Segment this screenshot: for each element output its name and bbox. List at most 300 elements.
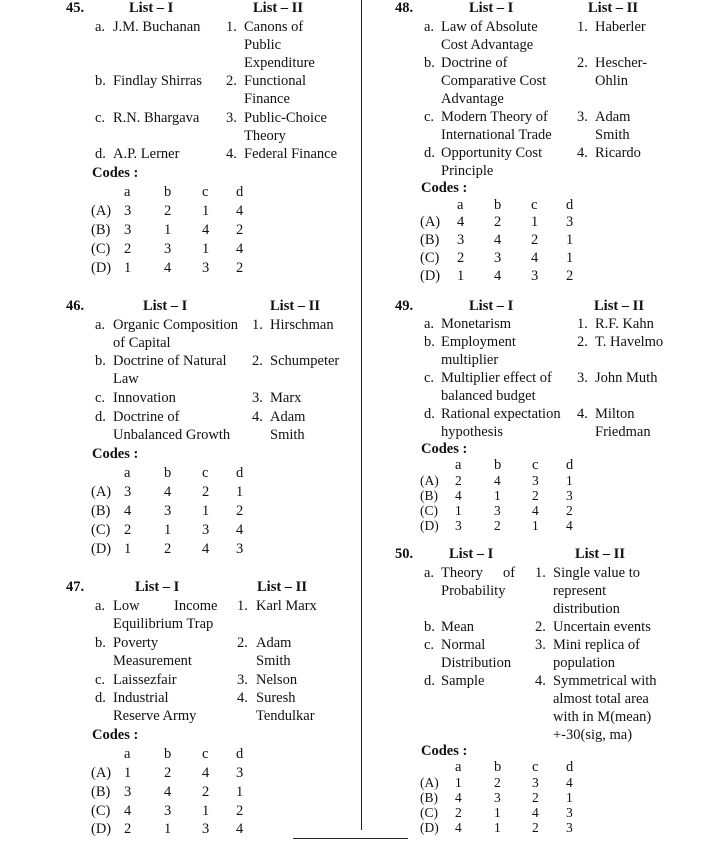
question-number: 47. bbox=[66, 579, 85, 595]
codes-label: Codes : bbox=[92, 165, 139, 181]
list-ii-item-text: Theory bbox=[244, 128, 286, 144]
option-value: 2 bbox=[164, 203, 172, 219]
option-value: 2 bbox=[566, 268, 574, 284]
option-value: 3 bbox=[202, 522, 210, 538]
option-value: 2 bbox=[236, 803, 244, 819]
option-value: 1 bbox=[566, 250, 574, 266]
option-value: 4 bbox=[202, 222, 210, 238]
list-ii-item-text: Suresh bbox=[256, 690, 296, 706]
list-ii-item-text: Milton bbox=[595, 406, 635, 422]
list-ii-item-text: Tendulkar bbox=[256, 708, 315, 724]
list-i-item-text: Normal bbox=[441, 637, 486, 653]
list-i-item-label: a. bbox=[424, 565, 435, 581]
option-value: 4 bbox=[236, 821, 244, 837]
list-i-item-label: a. bbox=[424, 19, 435, 35]
option-value: 1 bbox=[164, 522, 172, 538]
list-ii-item-text: Expenditure bbox=[244, 55, 315, 71]
option-value: 4 bbox=[566, 775, 573, 790]
option-value: 1 bbox=[124, 260, 132, 276]
option-value: 3 bbox=[202, 821, 210, 837]
list-i-item-text: Organic Composition bbox=[113, 317, 238, 333]
list-i-item-text: A.P. Lerner bbox=[113, 146, 180, 162]
option-label: (B) bbox=[420, 488, 438, 503]
list-ii-item-label: 3. bbox=[252, 390, 263, 406]
list-ii-header: List – II bbox=[257, 579, 307, 595]
list-ii-item-text: Adam bbox=[595, 109, 631, 125]
code-col-header: b bbox=[494, 759, 502, 775]
option-value: 1 bbox=[164, 222, 172, 238]
option-label: (D) bbox=[420, 820, 439, 835]
list-i-item-label: d. bbox=[95, 146, 106, 162]
list-ii-item-text: Single value to bbox=[553, 565, 640, 581]
option-value: 4 bbox=[494, 232, 502, 248]
list-ii-item-text: Adam bbox=[256, 635, 292, 651]
list-i-item-text: Income bbox=[174, 598, 218, 614]
option-value: 1 bbox=[164, 821, 172, 837]
list-ii-item-label: 4. bbox=[252, 409, 263, 425]
option-label: (C) bbox=[420, 250, 440, 266]
option-value: 1 bbox=[532, 518, 539, 533]
code-col-header: c bbox=[202, 746, 209, 762]
option-label: (D) bbox=[91, 541, 112, 557]
list-i-item-text: International Trade bbox=[441, 127, 552, 143]
list-i-item-label: b. bbox=[95, 73, 106, 89]
list-i-header: List – I bbox=[469, 298, 514, 314]
option-value: 1 bbox=[236, 484, 244, 500]
option-value: 4 bbox=[566, 518, 573, 533]
list-i-item-text: Law of Absolute bbox=[441, 19, 538, 35]
list-i-item-text: Industrial bbox=[113, 690, 169, 706]
option-value: 2 bbox=[531, 232, 539, 248]
code-col-header: b bbox=[164, 465, 172, 481]
list-ii-item-label: 1. bbox=[226, 19, 237, 35]
list-ii-item-text: John Muth bbox=[595, 370, 658, 386]
list-ii-item-text: R.F. Kahn bbox=[595, 316, 654, 332]
list-i-item-text: Comparative Cost bbox=[441, 73, 547, 89]
list-i-item-text: Low bbox=[113, 598, 140, 614]
code-col-header: a bbox=[124, 746, 131, 762]
list-ii-item-label: 4. bbox=[535, 673, 546, 689]
list-ii-item-text: Public-Choice bbox=[244, 110, 327, 126]
code-col-header: d bbox=[236, 746, 244, 762]
question-number: 48. bbox=[395, 0, 414, 16]
option-value: 2 bbox=[455, 473, 462, 488]
option-value: 3 bbox=[494, 790, 501, 805]
option-label: (D) bbox=[420, 518, 439, 533]
question-number: 45. bbox=[66, 0, 85, 16]
list-i-item-label: d. bbox=[424, 673, 435, 689]
option-value: 3 bbox=[236, 541, 244, 557]
option-value: 3 bbox=[494, 503, 501, 518]
option-value: 3 bbox=[566, 820, 573, 835]
list-ii-item-label: 3. bbox=[577, 109, 588, 125]
list-i-item-label: c. bbox=[424, 370, 435, 386]
list-ii-item-label: 1. bbox=[577, 19, 588, 35]
list-ii-item-label: 1. bbox=[535, 565, 546, 581]
code-col-header: d bbox=[566, 457, 574, 473]
list-ii-item-text: distribution bbox=[553, 601, 620, 617]
option-value: 1 bbox=[566, 473, 573, 488]
option-value: 4 bbox=[532, 503, 539, 518]
code-col-header: c bbox=[532, 457, 539, 473]
option-value: 1 bbox=[494, 805, 501, 820]
list-i-item-label: c. bbox=[95, 672, 106, 688]
option-value: 2 bbox=[532, 488, 539, 503]
list-i-item-text: multiplier bbox=[441, 352, 499, 368]
option-value: 3 bbox=[566, 488, 573, 503]
list-i-item-text: Doctrine of bbox=[441, 55, 508, 71]
list-ii-item-label: 3. bbox=[237, 672, 248, 688]
list-ii-item-text: Ohlin bbox=[595, 73, 629, 89]
option-value: 2 bbox=[124, 821, 132, 837]
list-i-item-text: Distribution bbox=[441, 655, 512, 671]
option-value: 4 bbox=[455, 488, 462, 503]
option-label: (C) bbox=[420, 805, 438, 820]
list-i-item-text: Innovation bbox=[113, 390, 176, 406]
list-i-item-text: Unbalanced Growth bbox=[113, 427, 231, 443]
list-i-item-text: Multiplier effect of bbox=[441, 370, 552, 386]
option-value: 1 bbox=[455, 503, 462, 518]
option-value: 3 bbox=[124, 222, 132, 238]
list-i-item-text: Monetarism bbox=[441, 316, 512, 332]
list-i-item-text: J.M. Buchanan bbox=[113, 19, 201, 35]
column-divider bbox=[361, 0, 362, 830]
option-value: 3 bbox=[532, 775, 539, 790]
option-value: 3 bbox=[457, 232, 465, 248]
option-value: 4 bbox=[532, 805, 539, 820]
code-col-header: d bbox=[236, 184, 244, 200]
list-i-item-label: b. bbox=[95, 635, 106, 651]
option-value: 1 bbox=[124, 541, 132, 557]
list-ii-item-text: Schumpeter bbox=[270, 353, 340, 369]
list-ii-item-text: Haberler bbox=[595, 19, 646, 35]
option-label: (C) bbox=[91, 241, 111, 257]
codes-label: Codes : bbox=[421, 743, 468, 759]
list-ii-item-label: 2. bbox=[252, 353, 263, 369]
option-value: 3 bbox=[124, 484, 132, 500]
list-i-item-label: c. bbox=[424, 109, 435, 125]
list-ii-item-label: 4. bbox=[237, 690, 248, 706]
list-ii-item-label: 2. bbox=[237, 635, 248, 651]
list-ii-item-label: 1. bbox=[237, 598, 248, 614]
list-i-header: List – I bbox=[469, 0, 514, 16]
code-col-header: a bbox=[457, 197, 464, 213]
list-ii-item-text: population bbox=[553, 655, 616, 671]
option-value: 1 bbox=[494, 820, 501, 835]
option-value: 2 bbox=[494, 214, 502, 230]
list-i-item-text: Opportunity Cost bbox=[441, 145, 543, 161]
code-col-header: d bbox=[236, 465, 244, 481]
list-ii-item-text: with in M(mean) bbox=[553, 709, 652, 725]
option-label: (C) bbox=[420, 503, 438, 518]
option-value: 2 bbox=[236, 222, 244, 238]
list-ii-item-text: Mini replica of bbox=[553, 637, 640, 653]
list-ii-item-text: Nelson bbox=[256, 672, 298, 688]
list-ii-item-text: Functional bbox=[244, 73, 307, 89]
option-value: 1 bbox=[124, 765, 132, 781]
option-label: (B) bbox=[91, 503, 111, 519]
list-ii-item-text: Canons of bbox=[244, 19, 304, 35]
option-value: 3 bbox=[164, 803, 172, 819]
list-ii-item-text: Marx bbox=[270, 390, 302, 406]
option-label: (B) bbox=[91, 784, 111, 800]
list-i-item-text: Law bbox=[113, 371, 139, 387]
list-ii-item-text: Hirschman bbox=[270, 317, 334, 333]
list-i-item-label: c. bbox=[424, 637, 435, 653]
code-col-header: c bbox=[202, 184, 209, 200]
list-i-item-label: a. bbox=[95, 19, 106, 35]
list-ii-header: List – II bbox=[594, 298, 644, 314]
option-value: 4 bbox=[455, 820, 462, 835]
list-i-item-label: c. bbox=[95, 390, 106, 406]
option-label: (C) bbox=[91, 522, 111, 538]
list-i-item-label: a. bbox=[95, 317, 106, 333]
list-ii-item-text: Smith bbox=[595, 127, 630, 143]
option-label: (A) bbox=[420, 214, 441, 230]
option-value: 4 bbox=[236, 522, 244, 538]
list-i-item-label: a. bbox=[95, 598, 106, 614]
list-ii-item-label: 2. bbox=[226, 73, 237, 89]
code-col-header: b bbox=[164, 746, 172, 762]
code-col-header: b bbox=[164, 184, 172, 200]
list-ii-item-text: Smith bbox=[256, 653, 291, 669]
list-ii-header: List – II bbox=[253, 0, 303, 16]
code-col-header: b bbox=[494, 457, 502, 473]
code-col-header: a bbox=[124, 184, 131, 200]
option-value: 3 bbox=[566, 214, 574, 230]
list-i-item-label: a. bbox=[424, 316, 435, 332]
code-col-header: d bbox=[566, 197, 574, 213]
code-col-header: a bbox=[455, 457, 462, 473]
option-value: 4 bbox=[531, 250, 539, 266]
list-i-item-text: Probability bbox=[441, 583, 506, 599]
list-i-item-text: Sample bbox=[441, 673, 485, 689]
list-i-item-label: b. bbox=[424, 55, 435, 71]
option-value: 2 bbox=[236, 503, 244, 519]
list-ii-item-text: almost total area bbox=[553, 691, 649, 707]
list-ii-item-label: 4. bbox=[577, 406, 588, 422]
option-value: 4 bbox=[455, 790, 462, 805]
list-i-item-text: Poverty bbox=[113, 635, 159, 651]
option-value: 3 bbox=[531, 268, 539, 284]
option-value: 4 bbox=[202, 765, 210, 781]
option-value: 3 bbox=[455, 518, 462, 533]
option-value: 1 bbox=[455, 775, 462, 790]
list-ii-header: List – II bbox=[270, 298, 320, 314]
list-i-item-text: hypothesis bbox=[441, 424, 504, 440]
list-i-item-label: c. bbox=[95, 110, 106, 126]
list-i-item-text: Mean bbox=[441, 619, 475, 635]
option-value: 3 bbox=[494, 250, 502, 266]
list-ii-item-text: Symmetrical with bbox=[553, 673, 657, 689]
list-i-item-text: Principle bbox=[441, 163, 494, 179]
list-ii-item-text: Karl Marx bbox=[256, 598, 317, 614]
option-value: 4 bbox=[236, 241, 244, 257]
list-i-item-label: b. bbox=[424, 619, 435, 635]
option-value: 1 bbox=[566, 232, 574, 248]
option-value: 3 bbox=[124, 784, 132, 800]
option-value: 2 bbox=[494, 518, 501, 533]
footer-rule bbox=[293, 838, 408, 839]
list-ii-item-label: 3. bbox=[577, 370, 588, 386]
option-value: 4 bbox=[236, 203, 244, 219]
list-ii-item-label: 4. bbox=[226, 146, 237, 162]
list-i-item-text: R.N. Bhargava bbox=[113, 110, 200, 126]
option-value: 3 bbox=[202, 260, 210, 276]
list-i-item-text: of bbox=[503, 565, 516, 581]
list-ii-item-label: 4. bbox=[577, 145, 588, 161]
option-value: 3 bbox=[164, 241, 172, 257]
list-ii-item-label: 3. bbox=[226, 110, 237, 126]
option-value: 2 bbox=[124, 522, 132, 538]
codes-label: Codes : bbox=[421, 441, 468, 457]
code-col-header: a bbox=[124, 465, 131, 481]
option-value: 2 bbox=[236, 260, 244, 276]
list-ii-header: List – II bbox=[575, 546, 625, 562]
option-value: 2 bbox=[202, 484, 210, 500]
code-col-header: d bbox=[566, 759, 574, 775]
option-value: 3 bbox=[164, 503, 172, 519]
list-ii-item-label: 2. bbox=[535, 619, 546, 635]
list-ii-item-text: Adam bbox=[270, 409, 306, 425]
list-i-header: List – I bbox=[449, 546, 494, 562]
list-ii-item-text: Friedman bbox=[595, 424, 651, 440]
list-i-item-label: d. bbox=[424, 406, 435, 422]
list-ii-header: List – II bbox=[588, 0, 638, 16]
list-i-item-text: Doctrine of bbox=[113, 409, 180, 425]
list-i-header: List – I bbox=[135, 579, 180, 595]
list-i-item-text: Findlay Shirras bbox=[113, 73, 203, 89]
list-ii-item-text: Uncertain events bbox=[553, 619, 651, 635]
option-value: 2 bbox=[532, 790, 539, 805]
list-i-item-label: d. bbox=[95, 690, 106, 706]
option-value: 1 bbox=[494, 488, 501, 503]
list-ii-item-text: Federal Finance bbox=[244, 146, 338, 162]
option-value: 3 bbox=[532, 473, 539, 488]
list-ii-item-text: Ricardo bbox=[595, 145, 641, 161]
code-col-header: c bbox=[202, 465, 209, 481]
code-col-header: a bbox=[455, 759, 462, 775]
code-col-header: b bbox=[494, 197, 502, 213]
option-value: 4 bbox=[457, 214, 465, 230]
option-label: (D) bbox=[91, 821, 112, 837]
option-value: 1 bbox=[457, 268, 465, 284]
option-value: 4 bbox=[164, 784, 172, 800]
option-value: 1 bbox=[531, 214, 539, 230]
list-i-item-text: Laissezfair bbox=[113, 672, 177, 688]
option-value: 3 bbox=[124, 203, 132, 219]
question-number: 46. bbox=[66, 298, 85, 314]
option-value: 1 bbox=[236, 784, 244, 800]
code-col-header: c bbox=[531, 197, 538, 213]
option-label: (A) bbox=[91, 484, 112, 500]
option-label: (B) bbox=[91, 222, 111, 238]
option-label: (A) bbox=[91, 203, 112, 219]
list-ii-item-label: 2. bbox=[577, 55, 588, 71]
option-value: 2 bbox=[457, 250, 465, 266]
option-value: 1 bbox=[202, 803, 210, 819]
list-ii-item-text: represent bbox=[553, 583, 607, 599]
list-i-item-label: d. bbox=[424, 145, 435, 161]
list-i-item-text: Rational expectation bbox=[441, 406, 561, 422]
list-i-header: List – I bbox=[143, 298, 188, 314]
list-ii-item-text: Public bbox=[244, 37, 282, 53]
list-i-item-text: Reserve Army bbox=[113, 708, 197, 724]
list-ii-item-text: Smith bbox=[270, 427, 305, 443]
list-i-item-text: Advantage bbox=[441, 91, 504, 107]
option-value: 4 bbox=[164, 260, 172, 276]
list-i-item-text: balanced budget bbox=[441, 388, 536, 404]
list-i-item-label: b. bbox=[424, 334, 435, 350]
list-ii-item-label: 3. bbox=[535, 637, 546, 653]
list-i-item-text: Theory bbox=[441, 565, 483, 581]
option-label: (A) bbox=[420, 473, 439, 488]
list-i-item-label: d. bbox=[95, 409, 106, 425]
option-value: 1 bbox=[202, 203, 210, 219]
option-value: 3 bbox=[236, 765, 244, 781]
option-value: 4 bbox=[124, 503, 132, 519]
list-ii-item-label: 1. bbox=[252, 317, 263, 333]
option-value: 4 bbox=[164, 484, 172, 500]
list-ii-item-label: 1. bbox=[577, 316, 588, 332]
option-label: (A) bbox=[420, 775, 439, 790]
option-value: 2 bbox=[566, 503, 573, 518]
option-value: 2 bbox=[164, 541, 172, 557]
question-number: 49. bbox=[395, 298, 414, 314]
option-value: 1 bbox=[202, 241, 210, 257]
list-i-item-label: b. bbox=[95, 353, 106, 369]
list-ii-item-text: T. Havelmo bbox=[595, 334, 664, 350]
codes-label: Codes : bbox=[421, 180, 468, 196]
list-i-item-text: Employment bbox=[441, 334, 516, 350]
option-value: 2 bbox=[202, 784, 210, 800]
option-label: (B) bbox=[420, 790, 438, 805]
option-value: 4 bbox=[494, 473, 501, 488]
list-i-item-text: Modern Theory of bbox=[441, 109, 548, 125]
list-i-item-text: of Capital bbox=[113, 335, 171, 351]
option-value: 1 bbox=[566, 790, 573, 805]
codes-label: Codes : bbox=[92, 446, 139, 462]
option-value: 4 bbox=[124, 803, 132, 819]
option-label: (B) bbox=[420, 232, 440, 248]
option-value: 2 bbox=[494, 775, 501, 790]
list-i-item-text: Cost Advantage bbox=[441, 37, 534, 53]
codes-label: Codes : bbox=[92, 727, 139, 743]
list-i-item-text: Measurement bbox=[113, 653, 192, 669]
list-ii-item-text: Hescher- bbox=[595, 55, 648, 71]
option-value: 3 bbox=[566, 805, 573, 820]
option-value: 4 bbox=[202, 541, 210, 557]
list-i-item-text: Doctrine of Natural bbox=[113, 353, 227, 369]
option-value: 2 bbox=[532, 820, 539, 835]
option-value: 2 bbox=[455, 805, 462, 820]
list-ii-item-text: Finance bbox=[244, 91, 290, 107]
option-label: (C) bbox=[91, 803, 111, 819]
option-value: 1 bbox=[202, 503, 210, 519]
option-value: 2 bbox=[124, 241, 132, 257]
option-value: 2 bbox=[164, 765, 172, 781]
question-number: 50. bbox=[395, 546, 414, 562]
option-label: (A) bbox=[91, 765, 112, 781]
list-i-header: List – I bbox=[129, 0, 174, 16]
option-label: (D) bbox=[91, 260, 112, 276]
option-value: 4 bbox=[494, 268, 502, 284]
option-label: (D) bbox=[420, 268, 441, 284]
list-i-item-text: Equilibrium Trap bbox=[113, 616, 214, 632]
list-ii-item-label: 2. bbox=[577, 334, 588, 350]
code-col-header: c bbox=[532, 759, 539, 775]
list-ii-item-text: +-30(sig, ma) bbox=[553, 727, 633, 743]
